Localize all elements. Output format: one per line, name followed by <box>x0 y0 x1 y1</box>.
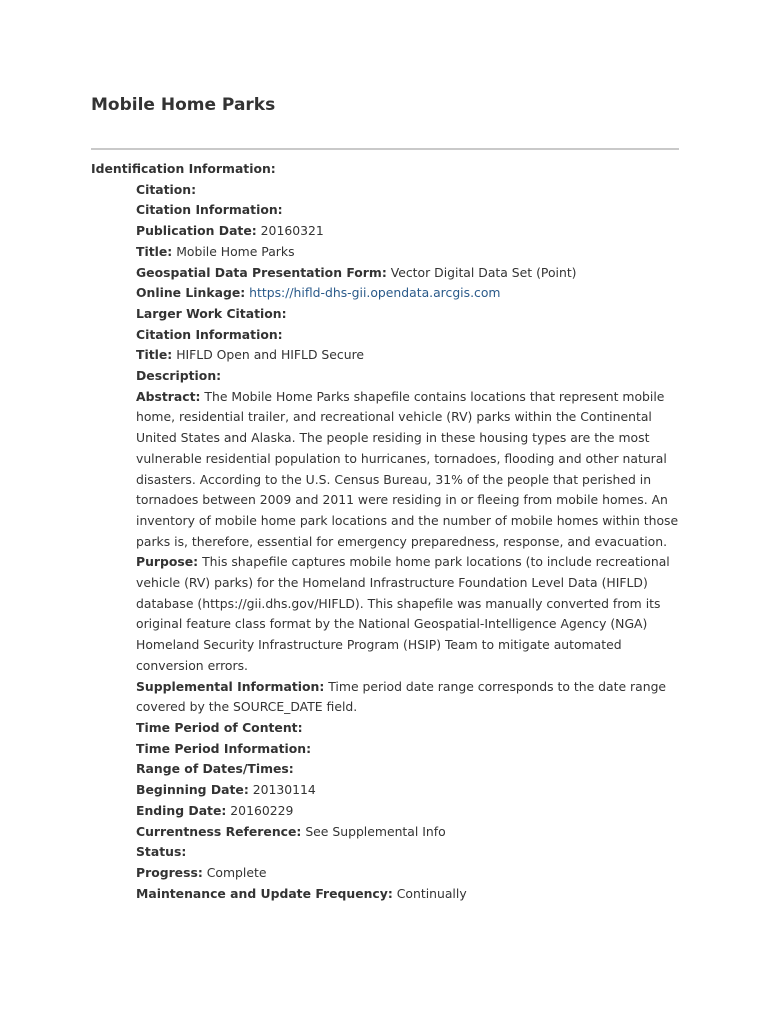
larger-work-label: Larger Work Citation: <box>136 305 287 321</box>
status-label: Status: <box>136 844 187 860</box>
beginning-date-row <box>136 780 679 801</box>
description-row <box>136 366 679 387</box>
ending-date-row <box>136 801 679 822</box>
ending-date-label: Ending Date: <box>136 802 227 818</box>
supplemental-row <box>136 677 679 718</box>
title-value: Mobile Home Parks <box>176 243 295 259</box>
online-linkage-label: Online Linkage: <box>136 285 246 301</box>
online-linkage-link[interactable]: https://hifld-dhs-gii.opendata.arcgis.com <box>249 285 501 301</box>
page-title: Mobile Home Parks <box>91 95 276 115</box>
range-dates-label: Range of Dates/Times: <box>136 761 294 777</box>
title-row <box>136 242 679 263</box>
description-label: Description: <box>136 368 222 384</box>
citation-information-2-label: Citation Information: <box>136 326 283 342</box>
title-2-row <box>136 345 679 366</box>
citation-information-2-row <box>136 325 679 346</box>
maintenance-row <box>136 884 679 905</box>
title-label: Title: <box>136 243 173 259</box>
ending-date-value: 20160229 <box>230 802 294 818</box>
status-row <box>136 842 679 863</box>
larger-work-row <box>136 304 679 325</box>
maintenance-label: Maintenance and Update Frequency: <box>136 885 393 901</box>
purpose-row <box>136 552 679 676</box>
metadata-page <box>91 93 679 904</box>
abstract-value: The Mobile Home Parks shapefile contains locations that represent mobile home, residential trailer, and recreational vehicle (RV) parks within the Continental United States and Alaska. The people residing in these housing types are the most vulnerable residential population to hurricanes, tornadoes, flooding and other natural disasters. According to the U.S. Census Bureau, 31% of the people that perished in tornadoes between 2009 and 2011 were residing in or fleeing from mobile homes. An inventory of mobile home park locations and the number of mobile homes within those parks is, therefore, essential for emergency preparedness, response, and evacuation. <box>136 388 679 549</box>
beginning-date-value: 20130114 <box>252 782 316 798</box>
citation-information-row <box>136 200 679 221</box>
citation-row <box>136 180 679 201</box>
identification-label: Identification Information: <box>91 161 276 176</box>
online-linkage-row <box>136 283 679 304</box>
publication-date-row <box>136 221 679 242</box>
time-period-info-label: Time Period Information: <box>136 740 312 756</box>
title-2-value: HIFLD Open and HIFLD Secure <box>176 347 365 363</box>
title-divider <box>91 148 679 150</box>
abstract-label: Abstract: <box>136 388 201 404</box>
geospatial-form-label: Geospatial Data Presentation Form: <box>136 264 387 280</box>
currentness-value: See Supplemental Info <box>305 823 446 839</box>
progress-row <box>136 863 679 884</box>
time-period-info-row <box>136 739 679 760</box>
beginning-date-label: Beginning Date: <box>136 782 249 798</box>
currentness-row <box>136 822 679 843</box>
progress-label: Progress: <box>136 864 203 880</box>
identification-body <box>91 180 679 905</box>
time-period-content-row <box>136 718 679 739</box>
abstract-row <box>136 387 679 553</box>
publication-date-value: 20160321 <box>260 223 324 239</box>
currentness-label: Currentness Reference: <box>136 823 302 839</box>
maintenance-value: Continually <box>396 885 467 901</box>
supplemental-label: Supplemental Information: <box>136 678 325 694</box>
publication-date-label: Publication Date: <box>136 223 257 239</box>
progress-value: Complete <box>206 864 267 880</box>
supplemental-value: Time period date range corresponds to the date range covered by the SOURCE_DATE field. <box>136 678 667 715</box>
time-period-content-label: Time Period of Content: <box>136 719 303 735</box>
purpose-value: This shapefile captures mobile home park locations (to include recreational vehicle (RV) parks) for the Homeland Infrastructure Foundation Level Data (HIFLD) database (https://gii.dhs.gov/HIFLD). This shapefile was manually converted from its original feature class format by the National Geospatial-Intelligence Agency (NGA) Homeland Security Infrastructure Program (HSIP) Team to mitigate automated conversion errors. <box>136 554 670 673</box>
purpose-label: Purpose: <box>136 554 199 570</box>
citation-information-label: Citation Information: <box>136 202 283 218</box>
identification-section <box>91 159 679 904</box>
geospatial-form-row <box>136 263 679 284</box>
citation-label: Citation: <box>136 181 197 197</box>
range-dates-row <box>136 759 679 780</box>
geospatial-form-value: Vector Digital Data Set (Point) <box>390 264 577 280</box>
title-2-label: Title: <box>136 347 173 363</box>
